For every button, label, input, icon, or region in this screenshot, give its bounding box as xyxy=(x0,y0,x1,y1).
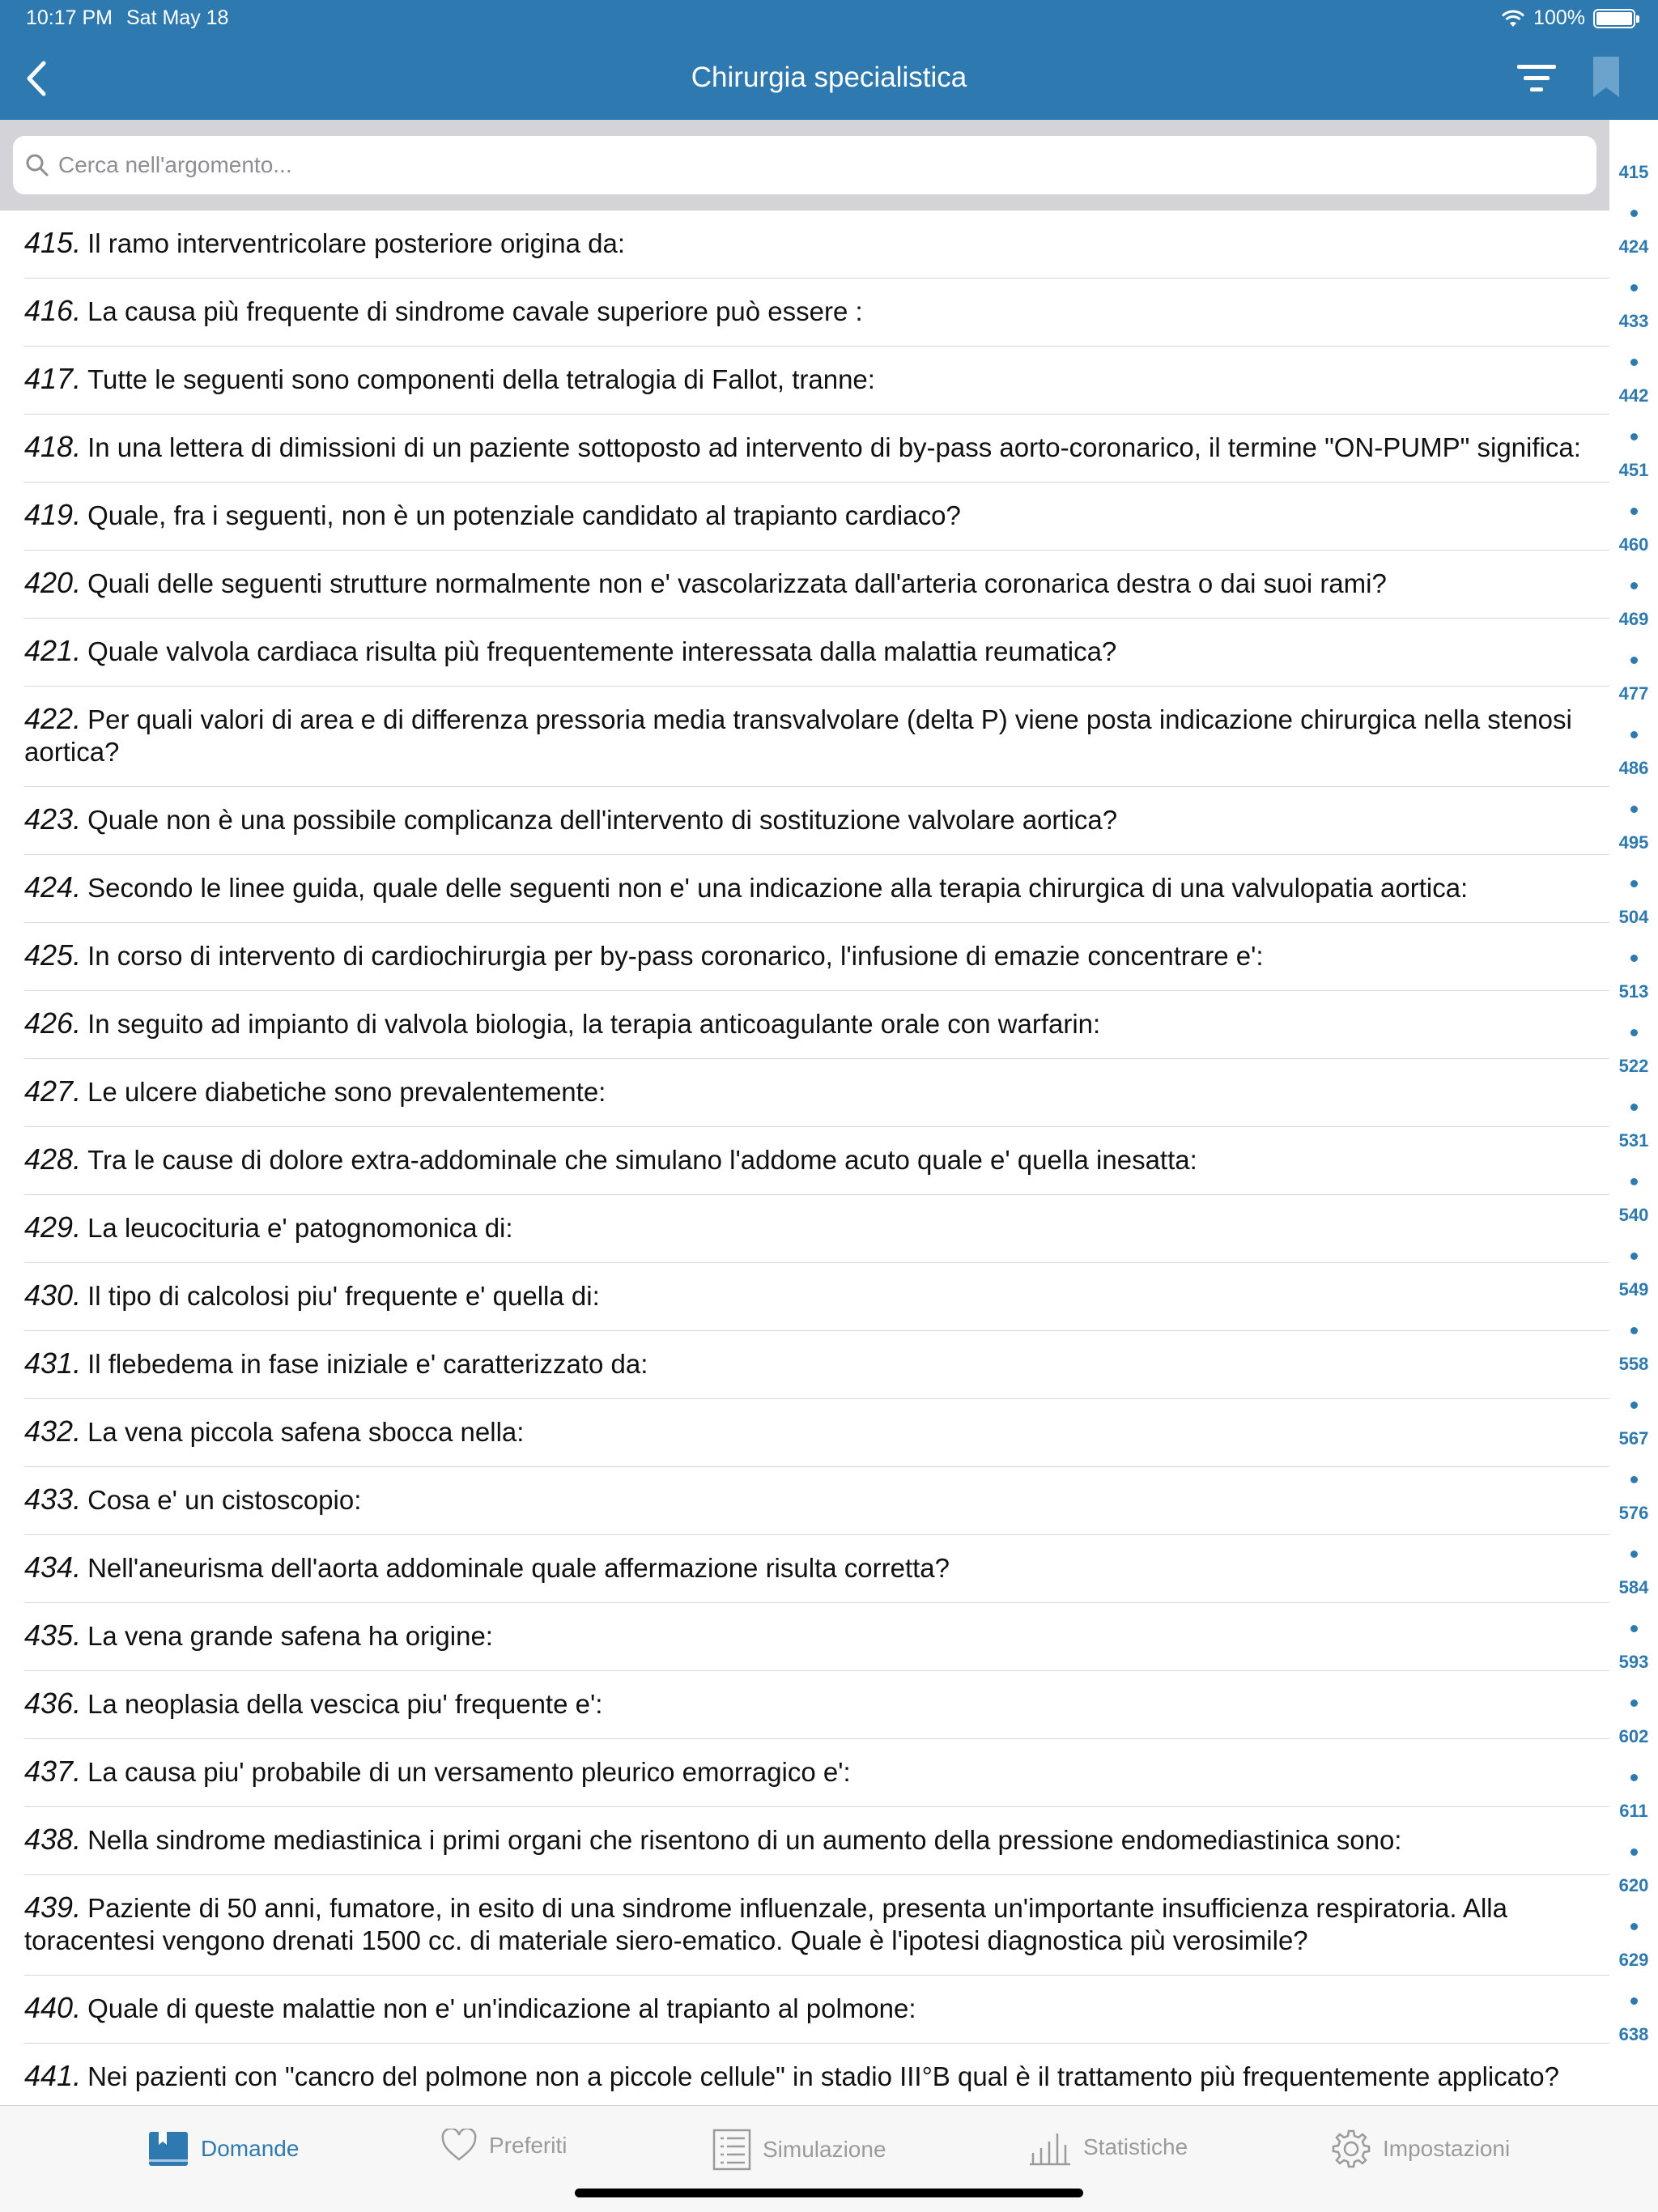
search-bar xyxy=(0,120,1609,211)
question-row[interactable] xyxy=(24,1127,1609,1195)
question-text: Secondo le linee guida, quale delle seguenti non e' una indicazione alla terapia chirurgica di una valvulopatia aortica: xyxy=(87,873,1469,903)
question-number: 422. xyxy=(24,702,82,735)
question-row[interactable] xyxy=(24,1331,1609,1399)
index-label[interactable]: 620 xyxy=(1618,1875,1649,1895)
index-dot xyxy=(1630,1699,1638,1707)
index-label[interactable]: 486 xyxy=(1618,758,1649,778)
question-text: Quali delle seguenti strutture normalmente non e' vascolarizzata dall'arteria coronarica destra o dai suoi rami? xyxy=(87,568,1387,598)
question-text: In una lettera di dimissioni di un paziente sottoposto ad intervento di by-pass aorto-coronarico, il termine "ON-PUMP" significa: xyxy=(87,432,1581,462)
navigation-bar xyxy=(0,37,1658,120)
status-bar xyxy=(0,0,1658,37)
question-text: La causa più frequente di sindrome cavale superiore può essere : xyxy=(87,296,863,326)
index-label[interactable]: 540 xyxy=(1618,1205,1649,1225)
index-dot xyxy=(1630,657,1638,664)
index-dot xyxy=(1630,1625,1638,1632)
index-label[interactable]: 522 xyxy=(1618,1056,1649,1076)
question-row[interactable] xyxy=(24,855,1609,923)
index-label[interactable]: 477 xyxy=(1618,683,1649,704)
question-row[interactable] xyxy=(24,279,1609,347)
question-number: 420. xyxy=(24,566,82,599)
question-row[interactable] xyxy=(24,991,1609,1059)
gear-icon xyxy=(1331,2129,1371,2169)
wifi-icon xyxy=(1501,9,1525,28)
question-row[interactable] xyxy=(24,787,1609,855)
index-label[interactable]: 611 xyxy=(1619,1801,1648,1821)
index-label[interactable]: 638 xyxy=(1618,2024,1649,2044)
question-number: 415. xyxy=(24,226,82,259)
question-text: La vena piccola safena sbocca nella: xyxy=(87,1417,525,1447)
question-row[interactable] xyxy=(24,1739,1609,1807)
home-indicator[interactable] xyxy=(575,2189,1083,2197)
question-text: Tra le cause di dolore extra-addominale che simulano l'addome acuto quale e' quella inesatta: xyxy=(87,1145,1197,1175)
question-number: 417. xyxy=(24,362,82,395)
question-row[interactable] xyxy=(24,1976,1609,2044)
tab-simulazione[interactable] xyxy=(712,2129,886,2171)
index-dot xyxy=(1630,1848,1638,1856)
question-number: 427. xyxy=(24,1074,82,1108)
question-number: 426. xyxy=(24,1006,82,1040)
question-row[interactable] xyxy=(24,1671,1609,1739)
question-number: 419. xyxy=(24,498,82,531)
question-row[interactable] xyxy=(24,619,1609,687)
question-row[interactable] xyxy=(24,347,1609,415)
index-label[interactable]: 433 xyxy=(1618,311,1649,331)
question-text: Nell'aneurisma dell'aorta addominale quale affermazione risulta corretta? xyxy=(87,1553,950,1583)
index-dot xyxy=(1630,1774,1638,1781)
question-row[interactable] xyxy=(24,551,1609,619)
index-dot xyxy=(1630,582,1638,589)
question-text: Il flebedema in fase iniziale e' caratterizzato da: xyxy=(87,1349,648,1379)
index-label[interactable]: 460 xyxy=(1618,534,1649,555)
question-text: Quale valvola cardiaca risulta più frequentemente interessata dalla malattia reumatica? xyxy=(87,636,1117,666)
index-label[interactable]: 558 xyxy=(1618,1354,1649,1374)
question-text: La causa piu' probabile di un versamento pleurico emorragico e': xyxy=(87,1757,851,1787)
index-label[interactable]: 504 xyxy=(1618,907,1649,927)
question-number: 432. xyxy=(24,1414,82,1448)
question-row[interactable] xyxy=(24,1603,1609,1671)
book-icon xyxy=(147,2129,189,2169)
question-text: Quale, fra i seguenti, non è un potenziale candidato al trapianto cardiaco? xyxy=(87,500,961,530)
index-dot xyxy=(1630,1402,1638,1409)
index-dot xyxy=(1630,359,1638,366)
question-text: Nei pazienti con "cancro del polmone non a piccole cellule" in stadio III°B qual è il trattamento più frequentemente applicato? xyxy=(87,2061,1559,2091)
index-label[interactable]: 629 xyxy=(1618,1950,1649,1970)
question-text: Quale non è una possibile complicanza dell'intervento di sostituzione valvolare aortica? xyxy=(87,805,1118,835)
question-row[interactable] xyxy=(24,1467,1609,1535)
index-dot xyxy=(1630,1104,1638,1111)
question-row[interactable] xyxy=(24,1807,1609,1875)
tab-label: Statistiche xyxy=(1083,2134,1188,2159)
index-dot xyxy=(1630,731,1638,738)
question-number: 441. xyxy=(24,2059,82,2092)
status-time: 10:17 PM xyxy=(26,6,113,29)
question-text: Il ramo interventricolare posteriore origina da: xyxy=(87,228,626,258)
tab-statistiche[interactable] xyxy=(1028,2129,1188,2166)
question-text: Il tipo di calcolosi piu' frequente e' quella di: xyxy=(87,1281,600,1311)
bookmark-icon[interactable] xyxy=(1590,55,1622,100)
question-number: 434. xyxy=(24,1551,82,1584)
index-dot xyxy=(1630,1476,1638,1483)
question-text: La vena grande safena ha origine: xyxy=(87,1621,493,1651)
search-input[interactable] xyxy=(58,136,1580,194)
index-label[interactable]: 576 xyxy=(1618,1503,1649,1523)
question-number: 431. xyxy=(24,1346,82,1380)
question-row[interactable] xyxy=(24,2044,1609,2112)
tab-label: Preferiti xyxy=(489,2133,568,2158)
index-label[interactable]: 602 xyxy=(1618,1726,1649,1746)
index-dot xyxy=(1630,1997,1638,2005)
index-dot xyxy=(1630,284,1638,291)
tab-domande[interactable] xyxy=(147,2129,299,2169)
question-row[interactable] xyxy=(24,923,1609,991)
index-label[interactable]: 451 xyxy=(1618,460,1649,480)
index-dot xyxy=(1630,1327,1638,1334)
question-number: 439. xyxy=(24,1891,82,1924)
search-box[interactable] xyxy=(13,136,1596,194)
question-number: 425. xyxy=(24,938,82,972)
list-icon xyxy=(712,2129,751,2171)
question-row[interactable] xyxy=(24,1535,1609,1603)
index-label[interactable]: 593 xyxy=(1618,1652,1649,1672)
question-number: 416. xyxy=(24,294,82,327)
question-text: La neoplasia della vescica piu' frequente e': xyxy=(87,1689,603,1719)
question-text: Cosa e' un cistoscopio: xyxy=(87,1485,362,1515)
question-number: 428. xyxy=(24,1142,82,1176)
index-label[interactable]: 442 xyxy=(1618,385,1649,406)
question-number: 437. xyxy=(24,1755,82,1788)
question-row[interactable] xyxy=(24,415,1609,483)
battery-icon xyxy=(1593,9,1635,28)
tab-impostazioni[interactable] xyxy=(1331,2129,1510,2169)
page-title: Chirurgia specialistica xyxy=(691,62,967,93)
question-text: Paziente di 50 anni, fumatore, in esito di una sindrome influenzale, presenta un'importante insufficienza respiratoria. Alla toracentesi vengono drenati 1500 cc. di materiale siero-ematico. Quale è l'ipotesi diagnostica più verosimile? xyxy=(24,1893,1507,1955)
index-dot xyxy=(1630,806,1638,813)
index-dot xyxy=(1630,1253,1638,1260)
question-text: In corso di intervento di cardiochirurgia per by-pass coronarico, l'infusione di emazie concentrare e': xyxy=(87,941,1264,971)
question-text: La leucocituria e' patognomonica di: xyxy=(87,1213,513,1243)
index-label[interactable]: 584 xyxy=(1618,1577,1649,1597)
question-number: 421. xyxy=(24,634,82,667)
question-text: Tutte le seguenti sono componenti della tetralogia di Fallot, tranne: xyxy=(87,364,875,394)
tab-preferiti[interactable] xyxy=(440,2129,567,2163)
index-dot xyxy=(1630,1923,1638,1930)
question-number: 423. xyxy=(24,802,82,836)
question-text: Le ulcere diabetiche sono prevalentemente: xyxy=(87,1077,606,1107)
question-number: 440. xyxy=(24,1991,82,2024)
status-right xyxy=(1501,6,1635,30)
index-dot xyxy=(1630,1178,1638,1185)
index-dot xyxy=(1630,955,1638,962)
index-label[interactable]: 513 xyxy=(1618,981,1649,1002)
index-label[interactable]: 469 xyxy=(1618,609,1649,629)
tab-label: Domande xyxy=(201,2136,300,2161)
question-row[interactable] xyxy=(24,1875,1609,1976)
index-dot xyxy=(1630,210,1638,217)
battery-percent: 100% xyxy=(1533,6,1585,29)
question-row[interactable] xyxy=(24,1263,1609,1331)
status-date: Sat May 18 xyxy=(126,6,229,29)
question-text: Quale di queste malattie non e' un'indicazione al trapianto al polmone: xyxy=(87,1993,916,2023)
question-text: Per quali valori di area e di differenza pressoria media transvalvolare (delta P) viene posta indicazione chirurgica nella stenosi aortica? xyxy=(24,704,1572,767)
index-label[interactable]: 424 xyxy=(1618,236,1649,257)
question-number: 418. xyxy=(24,430,82,463)
question-number: 438. xyxy=(24,1823,82,1856)
question-row[interactable] xyxy=(24,211,1609,279)
filter-icon[interactable] xyxy=(1512,58,1561,99)
question-number: 433. xyxy=(24,1482,82,1516)
index-label[interactable]: 495 xyxy=(1618,832,1649,853)
index-label[interactable]: 567 xyxy=(1618,1428,1649,1448)
search-icon xyxy=(24,152,50,178)
question-number: 430. xyxy=(24,1278,82,1312)
question-row[interactable] xyxy=(24,483,1609,551)
question-list xyxy=(0,211,1609,2112)
index-dot xyxy=(1630,508,1638,515)
index-dot xyxy=(1630,433,1638,440)
question-number: 435. xyxy=(24,1619,82,1652)
question-text: Nella sindrome mediastinica i primi organi che risentono di un aumento della pressione endomediastinica sono: xyxy=(87,1825,1402,1855)
index-dot xyxy=(1630,880,1638,887)
tab-label: Impostazioni xyxy=(1383,2136,1511,2161)
question-number: 436. xyxy=(24,1687,82,1720)
index-label[interactable]: 415 xyxy=(1618,162,1649,182)
index-dot xyxy=(1630,1029,1638,1036)
heart-icon xyxy=(440,2129,478,2163)
index-dot xyxy=(1630,1551,1638,1558)
bar-chart-icon xyxy=(1028,2129,1072,2166)
tab-label: Simulazione xyxy=(763,2137,886,2162)
question-text: In seguito ad impianto di valvola biologia, la terapia anticoagulante orale con warfarin: xyxy=(87,1009,1101,1039)
index-label[interactable]: 549 xyxy=(1618,1279,1649,1300)
index-label[interactable]: 531 xyxy=(1618,1130,1649,1151)
question-number: 424. xyxy=(24,870,82,904)
question-row[interactable] xyxy=(24,1399,1609,1467)
question-row[interactable] xyxy=(24,687,1609,787)
question-row[interactable] xyxy=(24,1195,1609,1263)
question-number: 429. xyxy=(24,1210,82,1244)
question-row[interactable] xyxy=(24,1059,1609,1127)
